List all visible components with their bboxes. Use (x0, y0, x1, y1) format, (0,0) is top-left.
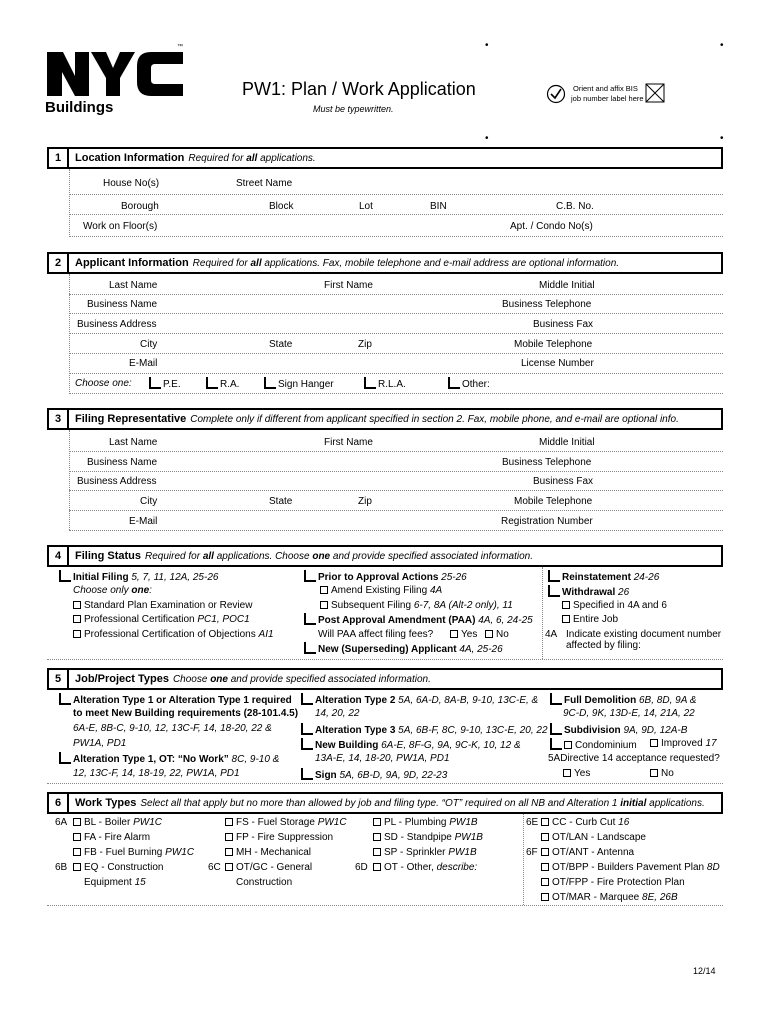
specified-checkbox[interactable]: Specified in 4A and 6 (562, 600, 667, 611)
street-label: Street Name (236, 178, 293, 189)
section-number: 2 (49, 254, 69, 272)
label-note-2: job number label here (571, 94, 644, 103)
initial-filing-checkbox[interactable]: Initial Filing 5, 7, 11, 12A, 25-26 (59, 570, 218, 583)
section-title: Job/Project Types Choose one and provide specified associated information. (75, 673, 431, 685)
page-title: PW1: Plan / Work Application (242, 79, 476, 99)
bin-label: BIN (430, 201, 447, 212)
indicate-line-1: Indicate existing document number (566, 629, 722, 640)
alt1-ot-ref2: 12, 13C-F, 14, 18-19, 22, PW1A, PD1 (73, 768, 240, 779)
eq-checkbox[interactable]: EQ - Construction (73, 862, 163, 873)
s2-bphone-label: Business Telephone (502, 299, 592, 310)
gc-line2: Construction (236, 877, 293, 888)
condominium-checkbox[interactable]: Condominium (550, 738, 637, 751)
s3-bname-label: Business Name (87, 457, 158, 468)
reinstatement-checkbox[interactable]: Reinstatement 24-26 (548, 570, 659, 583)
revision-date: 12/14 (693, 966, 716, 976)
prof-cert-checkbox[interactable]: Professional Certification PC1, POC1 (73, 614, 250, 625)
ant-checkbox[interactable]: OT/ANT - Antenna (541, 847, 634, 858)
check-icon (546, 84, 566, 107)
cross-box-icon (645, 83, 665, 106)
pl-checkbox[interactable]: PL - Plumbing PW1B (373, 817, 478, 828)
section-4-header (47, 545, 723, 567)
section-3-header (47, 408, 723, 430)
directive-no-checkbox[interactable]: No (650, 768, 674, 779)
amend-filing-checkbox[interactable]: Amend Existing Filing 4A (320, 585, 442, 596)
subsequent-filing-checkbox[interactable]: Subsequent Filing 6-7, 8A (Alt-2 only), 11 (320, 600, 513, 611)
prof-cert-obj-checkbox[interactable]: Professional Certification of Objections AI1 (73, 629, 274, 640)
s2-state-label: State (269, 339, 293, 350)
s3-email-label: E-Mail (129, 516, 158, 527)
s3-first-label: First Name (324, 437, 373, 448)
s2-email-label: E-Mail (129, 358, 158, 369)
full-demolition-checkbox[interactable]: Full Demolition 6B, 8D, 9A & (550, 693, 696, 706)
ot-checkbox[interactable]: OT - Other, describe: (373, 862, 477, 873)
demo-ref2: 9C-D, 9K, 13D-E, 14, 21A, 22 (563, 708, 695, 719)
section-number: 6 (49, 794, 69, 812)
section-title: Applicant Information Required for all applications. Fax, mobile telephone and e-mail address are optional information. (75, 257, 620, 269)
s2-license-label: License Number (521, 358, 594, 369)
s2-bname-label: Business Name (87, 299, 158, 310)
fs-checkbox[interactable]: FS - Fuel Storage PW1C (225, 817, 347, 828)
mar-checkbox[interactable]: OT/MAR - Marquee 8E, 26B (541, 892, 678, 903)
paa-checkbox[interactable]: Post Approval Amendment (PAA) 4A, 6, 24-25 (304, 613, 533, 626)
choose-one-label: Choose one: (75, 378, 132, 389)
c6a-label: 6A (55, 817, 68, 828)
sp-checkbox[interactable]: SP - Sprinkler PW1B (373, 847, 477, 858)
section-title: Filing Status Required for all applications. Choose one and provide specified associated information. (75, 550, 534, 562)
s2-baddr-label: Business Address (77, 319, 157, 330)
section-number: 4 (49, 547, 69, 565)
section-number: 3 (49, 410, 69, 428)
rla-checkbox[interactable]: R.L.A. (364, 377, 406, 390)
nb-ref2: 13A-E, 14, 18-20, PW1A, PD1 (315, 753, 450, 764)
paa-yes-checkbox[interactable]: Yes (450, 629, 477, 640)
alt3-checkbox[interactable]: Alteration Type 3 5A, 6B-F, 8C, 9-10, 13C-E, 20, 22 (301, 723, 548, 736)
directive-14-question: 5ADirective 14 acceptance requested? (548, 753, 720, 764)
corner-dot-tl: • (485, 40, 489, 51)
s3-last-label: Last Name (109, 437, 158, 448)
section-5-header (47, 668, 723, 690)
section-6-header (47, 792, 723, 814)
s3-mobile-label: Mobile Telephone (514, 496, 593, 507)
alt1-ref2: PW1A, PD1 (73, 738, 127, 749)
s2-bfax-label: Business Fax (533, 319, 594, 330)
fp-checkbox[interactable]: FP - Fire Suppression (225, 832, 333, 843)
indicate-num: 4A (545, 629, 558, 640)
s3-bfax-label: Business Fax (533, 476, 594, 487)
floor-label: Work on Floor(s) (83, 221, 158, 232)
alt2-ref2: 14, 20, 22 (315, 708, 360, 719)
entire-job-checkbox[interactable]: Entire Job (562, 614, 618, 625)
apt-label: Apt. / Condo No(s) (510, 221, 593, 232)
sign-hanger-checkbox[interactable]: Sign Hanger (264, 377, 334, 390)
indicate-line-2: affected by filing: (566, 640, 641, 651)
logo-subtitle: Buildings (45, 99, 114, 116)
s2-last-label: Last Name (109, 280, 158, 291)
corner-dot-br: • (720, 133, 724, 144)
s2-city-label: City (140, 339, 158, 350)
choose-only-one: Choose only one: (73, 585, 152, 596)
standard-plan-checkbox[interactable]: Standard Plan Examination or Review (73, 600, 252, 611)
c6c-label: 6C (208, 862, 221, 873)
c6e-label: 6E (526, 817, 539, 828)
withdrawal-checkbox[interactable]: Withdrawal 26 (548, 585, 629, 598)
label-note-1: Orient and affix BIS (573, 84, 638, 93)
cb-label: C.B. No. (556, 201, 594, 212)
fa-checkbox[interactable]: FA - Fire Alarm (73, 832, 150, 843)
c6f-label: 6F (526, 847, 538, 858)
other-checkbox[interactable]: Other: (448, 377, 490, 390)
section-number: 1 (49, 149, 69, 167)
logo-tm: ™ (177, 44, 183, 50)
c6b-label: 6B (55, 862, 68, 873)
block-label: Block (269, 201, 294, 212)
alt2-checkbox[interactable]: Alteration Type 2 5A, 6A-D, 8A-B, 9-10, 13C-E, & (301, 693, 538, 706)
section-title: Location Information Required for all applications. (75, 152, 316, 164)
section-title: Filing Representative Complete only if different from applicant specified in section 2. Fax, mobile phone, and e-mail are optional info. (75, 413, 679, 425)
bpp-checkbox[interactable]: OT/BPP - Builders Pavement Plan 8D (541, 862, 720, 873)
ra-checkbox[interactable]: R.A. (206, 377, 239, 390)
lot-label: Lot (359, 201, 373, 212)
alt1-ot-checkbox[interactable]: Alteration Type 1, OT: “No Work” 8C, 9-10 & (59, 752, 279, 765)
pe-checkbox[interactable]: P.E. (149, 377, 181, 390)
alt1-checkbox[interactable]: Alteration Type 1 or Alteration Type 1 required (59, 693, 292, 706)
mh-checkbox[interactable]: MH - Mechanical (225, 847, 311, 858)
s2-first-label: First Name (324, 280, 373, 291)
s3-bphone-label: Business Telephone (502, 457, 592, 468)
corner-dot-bl: • (485, 133, 489, 144)
alt1-ref1: 6A-E, 8B-C, 9-10, 12, 13C-F, 14, 18-20, 22 & (73, 723, 272, 734)
nyc-logo (45, 46, 185, 98)
section-2-header (47, 252, 723, 274)
cc-checkbox[interactable]: CC - Curb Cut 16 (541, 817, 629, 828)
directive-yes-checkbox[interactable]: Yes (563, 768, 590, 779)
nyc-logo-graphic (45, 46, 185, 98)
bl-checkbox[interactable]: BL - Boiler PW1C (73, 817, 162, 828)
sign-checkbox[interactable]: Sign 5A, 6B-D, 9A, 9D, 22-23 (301, 768, 447, 781)
s3-baddr-label: Business Address (77, 476, 157, 487)
new-building-checkbox[interactable]: New Building 6A-E, 8F-G, 9A, 9C-K, 10, 12 & (301, 738, 521, 751)
s3-zip-label: Zip (358, 496, 372, 507)
section-title: Work Types Select all that apply but no more than allowed by job and filing type. “OT” required on all NB and Alteration 1 initial applications. (75, 797, 705, 809)
sd-checkbox[interactable]: SD - Standpipe PW1B (373, 832, 483, 843)
house-label: House No(s) (103, 178, 160, 189)
page-subtitle: Must be typewritten. (313, 104, 394, 114)
subdivision-checkbox[interactable]: Subdivision 9A, 9D, 12A-B (550, 723, 687, 736)
alt1-line2: to meet New Building requirements (28-101.4.5) (73, 708, 299, 719)
s3-middle-label: Middle Initial (539, 437, 595, 448)
s3-state-label: State (269, 496, 293, 507)
lan-checkbox[interactable]: OT/LAN - Landscape (541, 832, 646, 843)
prior-approval-checkbox[interactable]: Prior to Approval Actions 25-26 (304, 570, 467, 583)
corner-dot-tr: • (720, 40, 724, 51)
fpp-checkbox[interactable]: OT/FPP - Fire Protection Plan (541, 877, 685, 888)
gc-checkbox[interactable]: OT/GC - General (225, 862, 312, 873)
s2-mobile-label: Mobile Telephone (514, 339, 593, 350)
improved-checkbox[interactable]: Improved 17 (650, 738, 717, 749)
fb-checkbox[interactable]: FB - Fuel Burning PW1C (73, 847, 194, 858)
s2-middle-label: Middle Initial (539, 280, 595, 291)
s3-city-label: City (140, 496, 158, 507)
s3-reg-label: Registration Number (501, 516, 593, 527)
section-number: 5 (49, 670, 69, 688)
section-1-header (47, 147, 723, 169)
borough-label: Borough (121, 201, 159, 212)
eq-line2: Equipment 15 (84, 877, 146, 888)
paa-no-checkbox[interactable]: No (485, 629, 509, 640)
new-applicant-checkbox[interactable]: New (Superseding) Applicant 4A, 25-26 (304, 642, 503, 655)
paa-fee-question: Will PAA affect filing fees? (318, 629, 434, 640)
c6d-label: 6D (355, 862, 368, 873)
s2-zip-label: Zip (358, 339, 372, 350)
